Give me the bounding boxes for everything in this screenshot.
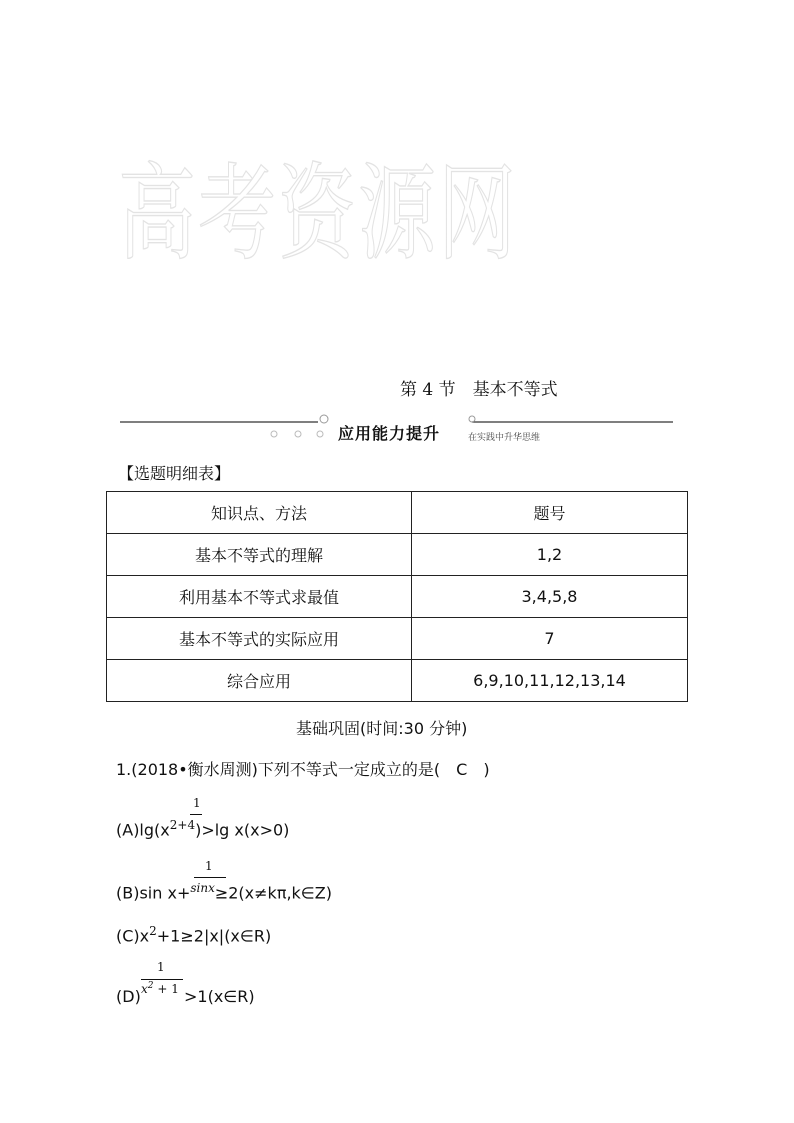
option-c-suffix: +1≥2|x|(x∈R) [156, 926, 272, 946]
option-d-den-tail: + 1 [153, 982, 179, 996]
table-cell: 利用基本不等式求最值 [107, 576, 412, 618]
table-header-cell: 题号 [412, 492, 688, 534]
option-d-den-superscript: 2 [147, 981, 154, 991]
table-cell: 3,4,5,8 [412, 576, 688, 618]
table-header-cell: 知识点、方法 [107, 492, 412, 534]
table-row [107, 534, 688, 576]
question-stem: 1.(2018•衡水周测)下列不等式一定成立的是( C ) [116, 760, 490, 779]
sub-heading: 基础巩固(时间:30 分钟) [296, 719, 468, 738]
option-b-denominator: sinx [190, 881, 215, 895]
table-cell: 1,2 [412, 534, 688, 576]
table-header-row [107, 492, 688, 534]
option-a-base: x [160, 820, 170, 840]
option-d-denominator [141, 981, 179, 996]
option-a-fraction-bar [190, 814, 202, 815]
option-d-den-base: x [141, 982, 148, 996]
table-heading: 【选题明细表】 [118, 464, 231, 483]
section-title: 第 4 节 基本不等式 [400, 380, 558, 400]
option-d-fraction-bar [141, 979, 183, 980]
topic-table [106, 491, 688, 702]
option-c-prefix: (C) [116, 926, 140, 946]
table-row [107, 576, 688, 618]
option-b-exponent-numerator: 1 [205, 859, 213, 873]
option-b [116, 881, 332, 902]
option-d-suffix: >1(x∈R) [184, 987, 255, 1006]
option-c [116, 924, 271, 945]
option-a-exponent-numerator: 1 [193, 796, 201, 810]
table-cell: 7 [412, 618, 688, 660]
table-cell: 综合应用 [107, 660, 412, 702]
option-a-prefix: (A)lg( [116, 820, 161, 840]
option-b-suffix: ≥2(x≠kπ,k∈Z) [214, 883, 332, 903]
table-cell: 6,9,10,11,12,13,14 [412, 660, 688, 702]
option-d-numerator: 1 [157, 960, 165, 974]
option-b-fraction-bar [194, 877, 226, 878]
option-c-superscript: 2 [149, 924, 157, 938]
watermark-logo: 高考资源网 [118, 154, 519, 276]
table-row [107, 660, 688, 702]
option-b-prefix: (B)sin x+ [116, 883, 191, 903]
option-d-prefix: (D) [116, 987, 141, 1006]
table-cell: 基本不等式的理解 [107, 534, 412, 576]
banner-title: 应用能力提升 [338, 424, 441, 443]
table-cell: 基本不等式的实际应用 [107, 618, 412, 660]
option-a [116, 818, 289, 839]
option-c-base: x [139, 926, 150, 946]
table-row [107, 618, 688, 660]
option-a-suffix: )>lg x(x>0) [195, 820, 290, 840]
banner-subtitle: 在实践中升华思维 [468, 433, 541, 443]
option-a-superscript: 2+4 [169, 818, 196, 832]
